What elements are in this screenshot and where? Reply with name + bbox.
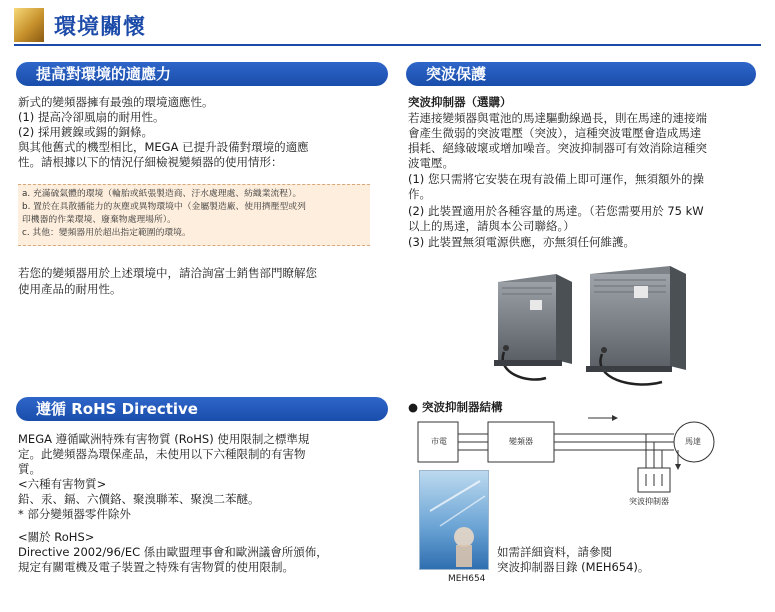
catalog-cover-image <box>419 470 489 570</box>
catalog-cover-label: MEH654 <box>448 574 486 584</box>
diagram-motor-label: 馬達 <box>685 437 701 446</box>
environment-closing-1: 若您的變頻器用於上述環境中，請洽詢富士銷售部門瞭解您 <box>18 266 317 280</box>
conditions-box <box>18 184 370 246</box>
rohs-line-4: <六種有害物質> <box>18 477 107 491</box>
rohs-line-2: 定。此變頻器為環保產品，未使用以下六種限制的有害物 <box>18 447 306 461</box>
rohs-line-3: 質。 <box>18 462 41 476</box>
catalog-line-2: 突波抑制器目錄 (MEH654)。 <box>497 560 650 574</box>
section-heading-environment: 提高對環境的適應力 <box>16 62 388 86</box>
rohs-line-8: <關於 RoHS> <box>18 530 95 544</box>
page-title: 環境關懷 <box>54 15 147 40</box>
environment-line-4: 與其他舊式的機型相比，MEGA 已提升設備對環境的適應 <box>18 140 309 154</box>
section-heading-surge: 突波保護 <box>406 62 756 86</box>
surge-line-6: 作。 <box>408 187 431 201</box>
surge-suppressor-small-image <box>486 268 578 390</box>
surge-line-1: 若連接變頻器與電池的馬達驅動線過長，則在馬達的連接端 <box>408 111 707 125</box>
surge-line-8: 以上的馬達，請與本公司聯絡。） <box>408 219 575 233</box>
environment-line-3: (2) 採用鍍鎳或錫的銅條。 <box>18 125 153 139</box>
condition-b: b. 置於在具散播能力的灰塵或異物環境中（金屬製造廠、使用擠壓型或列 <box>22 202 306 212</box>
catalog-line-1: 如需詳細資料，請參閱 <box>497 545 612 559</box>
surge-line-5: (1) 您只需將它安裝在現有設備上即可運作，無須額外的操 <box>408 172 704 186</box>
gold-square-icon <box>14 8 44 42</box>
condition-b-cont: 印機器的作業環境、廢棄物處理場所）。 <box>22 215 176 225</box>
diagram-inverter-label: 變頻器 <box>509 437 533 446</box>
surge-line-2: 會產生微弱的突波電壓（突波），這種突波電壓會造成馬達 <box>408 126 702 140</box>
environment-line-2: (1) 提高冷卻風扇的耐用性。 <box>18 110 165 124</box>
condition-c: c. 其他：變頻器用於超出指定範圍的環境。 <box>22 228 191 238</box>
surge-line-3: 損耗、絕緣破壞或增加噪音。突波抑制器可有效消除這種突 <box>408 141 707 155</box>
environment-line-5: 性。請根據以下的情況仔細檢視變頻器的使用情形： <box>18 155 283 169</box>
surge-line-4: 波電壓。 <box>408 156 454 170</box>
surge-suppressor-large-image <box>582 262 692 394</box>
header-rule <box>14 44 761 46</box>
page-header <box>0 0 775 50</box>
rohs-line-6: * 部分變頻器零件除外 <box>18 507 131 521</box>
rohs-line-1: MEGA 遵循歐洲特殊有害物質 (RoHS) 使用限制之標準規 <box>18 432 310 446</box>
diagram-suppressor-label: 突波抑制器 <box>629 497 669 506</box>
surge-line-7: (2) 此裝置適用於各種容量的馬達。（若您需要用於 75 kW <box>408 204 704 218</box>
environment-line-1: 新式的變頻器擁有最強的環境適應性。 <box>18 95 214 109</box>
rohs-line-10: 規定有關電機及電子裝置之特殊有害物質的使用限制。 <box>18 560 294 574</box>
diagram-title: ● 突波抑制器結構 <box>408 400 503 414</box>
condition-a: a. 充滿硫氣體的環境（輪胎或紙張製造商、汙水處理處、紡織業流程）。 <box>22 189 302 199</box>
surge-subheading: 突波抑制器（選購） <box>408 95 512 109</box>
environment-closing-2: 使用產品的耐用性。 <box>18 282 122 296</box>
surge-line-9: (3) 此裝置無須電源供應，亦無須任何維護。 <box>408 235 635 249</box>
section-heading-rohs: 遵循 RoHS Directive <box>16 397 388 421</box>
rohs-line-9: Directive 2002/96/EC 係由歐盟理事會和歐洲議會所頒佈， <box>18 545 328 559</box>
diagram-source-label: 市電 <box>431 437 447 446</box>
rohs-line-5: 鉛、汞、鎘、六價鉻、聚溴聯苯、聚溴二苯醚。 <box>18 492 260 506</box>
